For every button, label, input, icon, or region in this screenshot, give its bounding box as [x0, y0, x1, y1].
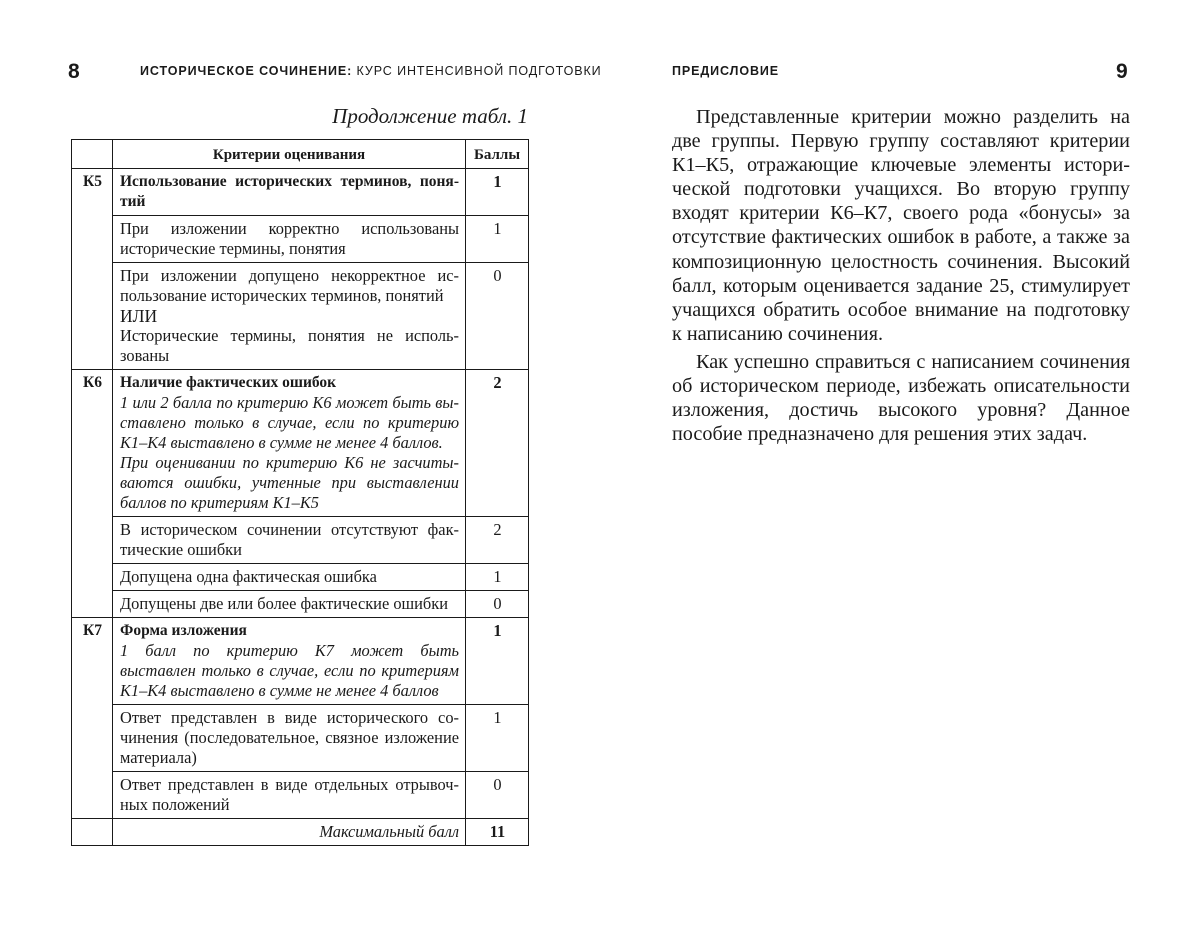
- criterion-code: К5: [72, 169, 113, 370]
- criterion-title: Использование исторических терминов, понятий: [120, 173, 459, 210]
- page-number-left: 8: [68, 60, 80, 83]
- table-row: [72, 263, 529, 370]
- criterion-points: 1: [466, 618, 529, 705]
- criterion-code: К7: [72, 618, 113, 819]
- criterion-note: 1 балл по критерию К7 может быть выставлен только в случае, если по критериям К1–К4 выставлено в сумме не менее 4 баллов: [120, 641, 459, 700]
- option-text: Допущена одна фактическая ошибка: [113, 564, 466, 591]
- criterion-title: Форма изложения: [120, 622, 247, 639]
- option-points: 2: [466, 517, 529, 564]
- option-text: Ответ представлен в виде отдельных отрывочных положений: [113, 772, 466, 819]
- table-row: [72, 591, 529, 618]
- criterion-points: 1: [466, 169, 529, 216]
- option-points: 1: [466, 564, 529, 591]
- option-text: При изложении корректно использованы исторические термины, понятия: [113, 216, 466, 263]
- table-row-k6: [72, 370, 529, 517]
- criterion-title-cell: [113, 169, 466, 216]
- table-row: [72, 772, 529, 819]
- criterion-note: 1 или 2 балла по критерию К6 может быть выставлено только в случае, если по критерию К1–К4 выставлено в сумме не менее 4 баллов.: [120, 393, 459, 452]
- header-criteria: Критерии оценивания: [113, 140, 466, 169]
- criterion-title: Наличие фактических ошибок: [120, 374, 337, 391]
- paragraph: Как успешно справиться с написанием сочинения об историческом периоде, избежать описательности изложения, достичь высокого уровня? Данное пособие предназначено для решения этих задач.: [672, 350, 1130, 446]
- max-score-value: 11: [466, 819, 529, 846]
- table-row: [72, 564, 529, 591]
- option-points: 0: [466, 591, 529, 618]
- option-points: 0: [466, 772, 529, 819]
- page-number-right: 9: [1116, 60, 1128, 83]
- running-head-subtitle: КУРС ИНТЕНСИВНОЙ ПОДГОТОВКИ: [356, 64, 602, 78]
- table-header-row: [72, 140, 529, 169]
- criterion-points: 2: [466, 370, 529, 517]
- table-row: [72, 216, 529, 263]
- criterion-code: К6: [72, 370, 113, 618]
- table-caption: Продолжение табл. 1: [332, 104, 528, 128]
- header-points: Баллы: [466, 140, 529, 169]
- table-row-k7: [72, 618, 529, 705]
- table-row-max: [72, 819, 529, 846]
- table-row: [72, 705, 529, 772]
- criterion-title-cell: [113, 370, 466, 517]
- running-head-right: ПРЕДИСЛОВИЕ: [672, 64, 780, 78]
- max-score-label: Максимальный балл: [113, 819, 466, 846]
- criterion-note: При оценивании по критерию К6 не засчитываются ошибки, учтенные при выставлении баллов по критериям К1–К5: [120, 453, 459, 512]
- option-text: Допущены две или более фактические ошибки: [113, 591, 466, 618]
- table-row: [72, 517, 529, 564]
- paragraph: Представленные критерии можно разделить на две группы. Первую группу составляют критерии К1–К5, отражающие ключевые элементы исторической подготовки учащихся. Во вторую группу входят критерии К6–К7, своего рода «бонусы» за отсутствие фактических ошибок в работе, а также за композиционную целостность сочинения. Высокий балл, которым оценивается задание 25, стимулирует учащихся обратить особое внимание на подготовку к написанию сочинения.: [672, 106, 1130, 345]
- option-text: При изложении допущено некорректное использование исторических терминов, понятий: [120, 266, 459, 305]
- criteria-table: [71, 139, 529, 846]
- option-points: 1: [466, 705, 529, 772]
- option-or: ИЛИ: [120, 306, 158, 326]
- option-points: 0: [466, 263, 529, 370]
- running-head-left: [140, 64, 602, 78]
- criterion-title-cell: [113, 618, 466, 705]
- header-code-cell: [72, 140, 113, 169]
- max-code-cell: [72, 819, 113, 846]
- option-text: В историческом сочинении отсутствуют фактические ошибки: [113, 517, 466, 564]
- option-text: Ответ представлен в виде исторического сочинения (последовательное, связное изложение материала): [113, 705, 466, 772]
- running-head-title: ИСТОРИЧЕСКОЕ СОЧИНЕНИЕ:: [140, 64, 353, 78]
- option-points: 1: [466, 216, 529, 263]
- body-text: [672, 105, 1130, 446]
- option-cell: [113, 263, 466, 370]
- option-text-2: Исторические термины, понятия не использованы: [120, 326, 459, 365]
- table-row-k5: [72, 169, 529, 216]
